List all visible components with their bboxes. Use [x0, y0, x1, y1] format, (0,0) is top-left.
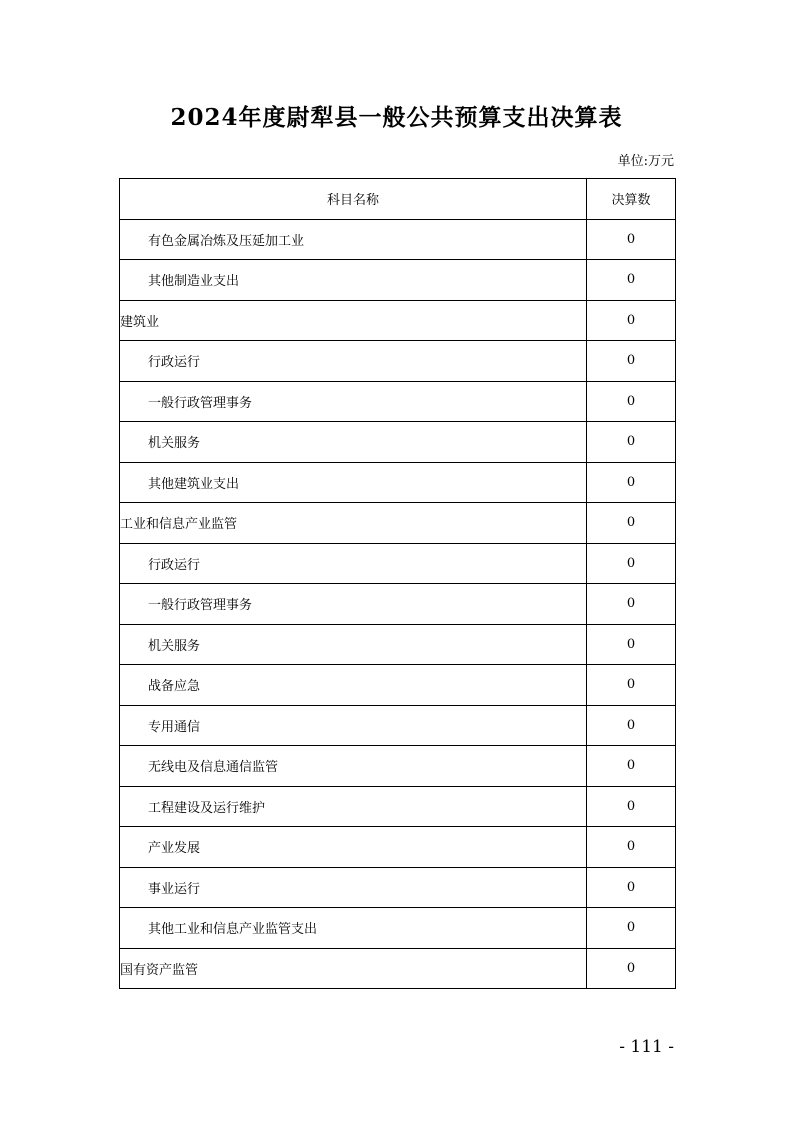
final-amount-cell: 0 — [587, 300, 676, 341]
subject-name-cell: 有色金属冶炼及压延加工业 — [120, 219, 587, 260]
final-amount-cell: 0 — [587, 543, 676, 584]
subject-name-cell: 国有资产监管 — [120, 948, 587, 989]
table-row — [120, 381, 676, 422]
table-row — [120, 665, 676, 706]
final-amount-cell: 0 — [587, 948, 676, 989]
final-amount-cell: 0 — [587, 503, 676, 544]
table-body — [120, 219, 676, 989]
table-row — [120, 827, 676, 868]
subject-name-cell: 工业和信息产业监管 — [120, 503, 587, 544]
subject-name-cell: 专用通信 — [120, 705, 587, 746]
table-row — [120, 948, 676, 989]
table-row — [120, 867, 676, 908]
header-subject-name: 科目名称 — [120, 179, 587, 220]
final-amount-cell: 0 — [587, 422, 676, 463]
table-row — [120, 341, 676, 382]
table-row — [120, 908, 676, 949]
subject-name-cell: 无线电及信息通信监管 — [120, 746, 587, 787]
final-amount-cell: 0 — [587, 908, 676, 949]
table-row — [120, 746, 676, 787]
final-amount-cell: 0 — [587, 462, 676, 503]
page-number: - 111 - — [619, 1037, 674, 1057]
table-row — [120, 584, 676, 625]
table-header-row — [120, 179, 676, 220]
table-row — [120, 260, 676, 301]
table-row — [120, 503, 676, 544]
final-amount-cell: 0 — [587, 827, 676, 868]
table-row — [120, 219, 676, 260]
final-amount-cell: 0 — [587, 584, 676, 625]
budget-table — [119, 178, 676, 989]
table-row — [120, 786, 676, 827]
subject-name-cell: 行政运行 — [120, 341, 587, 382]
subject-name-cell: 产业发展 — [120, 827, 587, 868]
subject-name-cell: 其他工业和信息产业监管支出 — [120, 908, 587, 949]
final-amount-cell: 0 — [587, 665, 676, 706]
final-amount-cell: 0 — [587, 381, 676, 422]
subject-name-cell: 机关服务 — [120, 422, 587, 463]
final-amount-cell: 0 — [587, 786, 676, 827]
final-amount-cell: 0 — [587, 219, 676, 260]
table-row — [120, 543, 676, 584]
subject-name-cell: 机关服务 — [120, 624, 587, 665]
final-amount-cell: 0 — [587, 624, 676, 665]
subject-name-cell: 其他建筑业支出 — [120, 462, 587, 503]
subject-name-cell: 一般行政管理事务 — [120, 584, 587, 625]
document-title: 2024年度尉犁县一般公共预算支出决算表 — [170, 104, 623, 131]
subject-name-cell: 事业运行 — [120, 867, 587, 908]
final-amount-cell: 0 — [587, 260, 676, 301]
table-row — [120, 705, 676, 746]
unit-label: 单位:万元 — [617, 154, 674, 169]
final-amount-cell: 0 — [587, 705, 676, 746]
subject-name-cell: 行政运行 — [120, 543, 587, 584]
subject-name-cell: 其他制造业支出 — [120, 260, 587, 301]
subject-name-cell: 一般行政管理事务 — [120, 381, 587, 422]
final-amount-cell: 0 — [587, 746, 676, 787]
subject-name-cell: 工程建设及运行维护 — [120, 786, 587, 827]
subject-name-cell: 战备应急 — [120, 665, 587, 706]
table-row — [120, 300, 676, 341]
header-final-amount: 决算数 — [587, 179, 676, 220]
table-row — [120, 624, 676, 665]
final-amount-cell: 0 — [587, 867, 676, 908]
table-row — [120, 462, 676, 503]
table-row — [120, 422, 676, 463]
subject-name-cell: 建筑业 — [120, 300, 587, 341]
final-amount-cell: 0 — [587, 341, 676, 382]
